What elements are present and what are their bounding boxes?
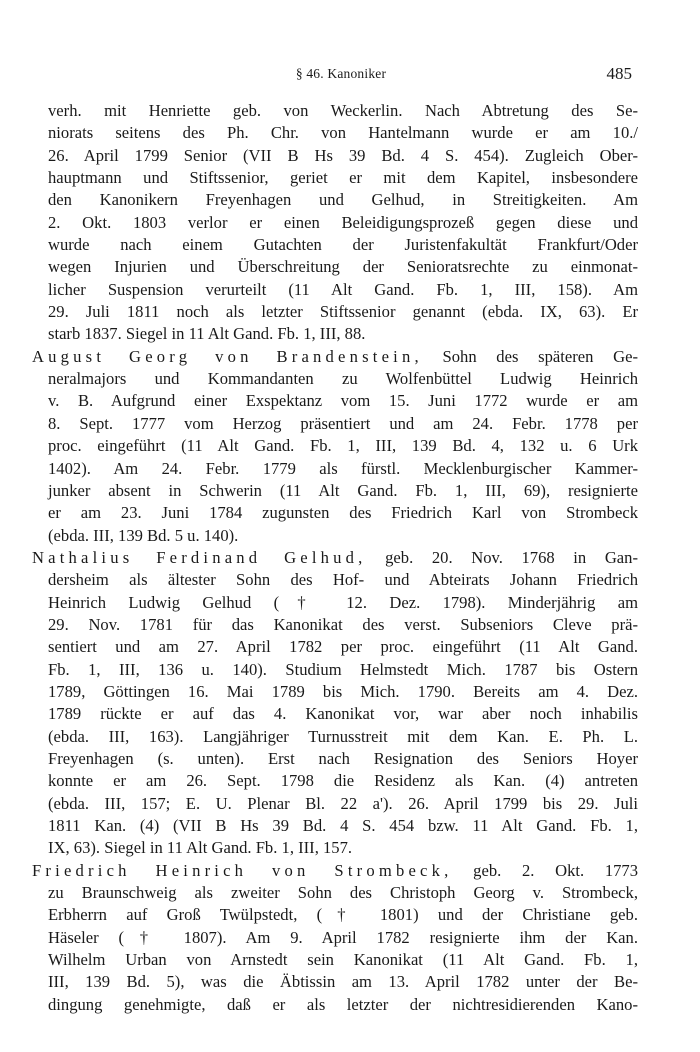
text-line: starb 1837. Siegel in 11 Alt Gand. Fb. 1, III, 88. <box>48 324 366 344</box>
text-line: III, 139 Bd. 5), was die Äbtissin am 13. April 1782 unter der Be- <box>48 972 638 992</box>
text-line: dersheim als ältester Sohn des Hof- und Abteirats Johann Friedrich <box>48 570 638 590</box>
text-line: Freyenhagen (s. unten). Erst nach Resignation des Seniors Hoyer <box>48 748 638 768</box>
text-line: proc. eingeführt (11 Alt Gand. Fb. 1, III, 139 Bd. 4, 132 u. 6 Urk <box>48 436 638 456</box>
text-line: 1789 rückte er auf das 4. Kanonikat vor, war aber noch inhabilis <box>48 704 638 724</box>
running-header <box>40 66 642 88</box>
text-line: 26. April 1799 Senior (VII B Hs 39 Bd. 4 S. 454). Zugleich Ober- <box>48 145 638 165</box>
text-line: 1402). Am 24. Febr. 1779 als fürstl. Mecklenburgischer Kammer- <box>48 458 638 478</box>
entry-gelhud <box>32 547 638 860</box>
text-line: 29. Juli 1811 noch als letzter Stiftssenior genannt (ebda. IX, 63). Er <box>48 302 638 322</box>
entry-brandenstein <box>32 346 638 547</box>
text-fragment: Sohn des späteren Ge- <box>422 346 638 366</box>
text-line: 29. Nov. 1781 für das Kanonikat des verst. Subseniors Cleve prä- <box>48 614 638 634</box>
paragraph-continuation <box>32 100 638 346</box>
text-fragment: geb. 2. Okt. 1773 <box>452 860 639 880</box>
text-line: sentiert und am 27. April 1782 per proc. eingeführt (11 Alt Gand. <box>48 637 638 657</box>
text-line: wurde nach einem Gutachten der Juristenfakultät Frankfurt/Oder <box>48 235 638 255</box>
text-line: neralmajors und Kommandanten zu Wolfenbüttel Ludwig Heinrich <box>48 369 638 389</box>
text-line: dingung genehmigte, daß er als letzter der nichtresidierenden Kano- <box>48 994 638 1014</box>
text-line: 8. Sept. 1777 vom Herzog präsentiert und am 24. Febr. 1778 per <box>48 413 638 433</box>
text-line: (ebda. III, 163). Langjähriger Turnusstreit mit dem Kan. E. Ph. L. <box>48 726 638 746</box>
entry-strombeck <box>32 860 638 1016</box>
entry-first-line <box>32 346 638 368</box>
text-line: (ebda. III, 139 Bd. 5 u. 140). <box>48 525 239 545</box>
text-line: 1811 Kan. (4) (VII B Hs 39 Bd. 4 S. 454 bzw. 11 Alt Gand. Fb. 1, <box>48 816 638 835</box>
text-line: verh. mit Henriette geb. von Weckerlin. Nach Abtretung des Se- <box>48 101 638 120</box>
entry-first-line <box>32 860 638 882</box>
text-fragment: geb. 20. Nov. 1768 in Gan- <box>366 547 638 567</box>
text-line: konnte er am 26. Sept. 1798 die Residenz als Kan. (4) antreten <box>48 771 638 791</box>
section-title: § 46. Kanoniker <box>295 66 387 81</box>
text-line: 1789, Göttingen 16. Mai 1789 bis Mich. 1790. Bereits am 4. Dez. <box>48 681 638 701</box>
text-line: Fb. 1, III, 136 u. 140). Studium Helmstedt Mich. 1787 bis Ostern <box>48 659 638 679</box>
text-line: Heinrich Ludwig Gelhud († 12. Dez. 1798). Minderjährig am <box>48 592 638 612</box>
text-line: junker absent in Schwerin (11 Alt Gand. Fb. 1, III, 69), resignierte <box>48 480 638 500</box>
text-line: wegen Injurien und Überschreitung der Senioratsrechte zu einmonat- <box>48 257 638 277</box>
body-text <box>32 100 638 1016</box>
text-line: Wilhelm Urban von Arnstedt sein Kanonikat (11 Alt Gand. Fb. 1, <box>48 950 638 970</box>
text-line: Häseler († 1807). Am 9. April 1782 resignierte ihm der Kan. <box>48 927 638 947</box>
text-line: niorats seitens des Ph. Chr. von Hantelmann wurde er am 10./ <box>48 123 638 143</box>
entry-first-line <box>32 547 638 569</box>
text-line: 2. Okt. 1803 verlor er einen Beleidigungsprozeß gegen diese und <box>48 212 638 232</box>
text-line: er am 23. Juni 1784 zugunsten des Friedrich Karl von Strombeck <box>48 503 638 523</box>
text-line: v. B. Aufgrund einer Exspektanz vom 15. Juni 1772 wurde er am <box>48 391 638 411</box>
page-number: 485 <box>606 64 632 83</box>
text-line: hauptmann und Stiftssenior, geriet er mit dem Kapitel, insbesondere <box>48 168 638 188</box>
text-line: IX, 63). Siegel in 11 Alt Gand. Fb. 1, III, 157. <box>48 838 353 858</box>
text-line: licher Suspension verurteilt (11 Alt Gand. Fb. 1, III, 158). Am <box>48 279 638 299</box>
text-line: (ebda. III, 157; E. U. Plenar Bl. 22 a'). 26. April 1799 bis 29. Juli <box>48 793 638 813</box>
person-name: August Georg von Brandenstein, <box>32 346 423 366</box>
text-line: Erbherrn auf Groß Twülpstedt, († 1801) und der Christiane geb. <box>48 905 638 925</box>
person-name: Nathalius Ferdinand Gelhud, <box>32 547 367 567</box>
text-line: zu Braunschweig als zweiter Sohn des Christoph Georg v. Strombeck, <box>48 883 638 903</box>
text-line: den Kanonikern Freyenhagen und Gelhud, in Streitigkeiten. Am <box>48 190 638 210</box>
person-name: Friedrich Heinrich von Strombeck, <box>32 860 453 880</box>
